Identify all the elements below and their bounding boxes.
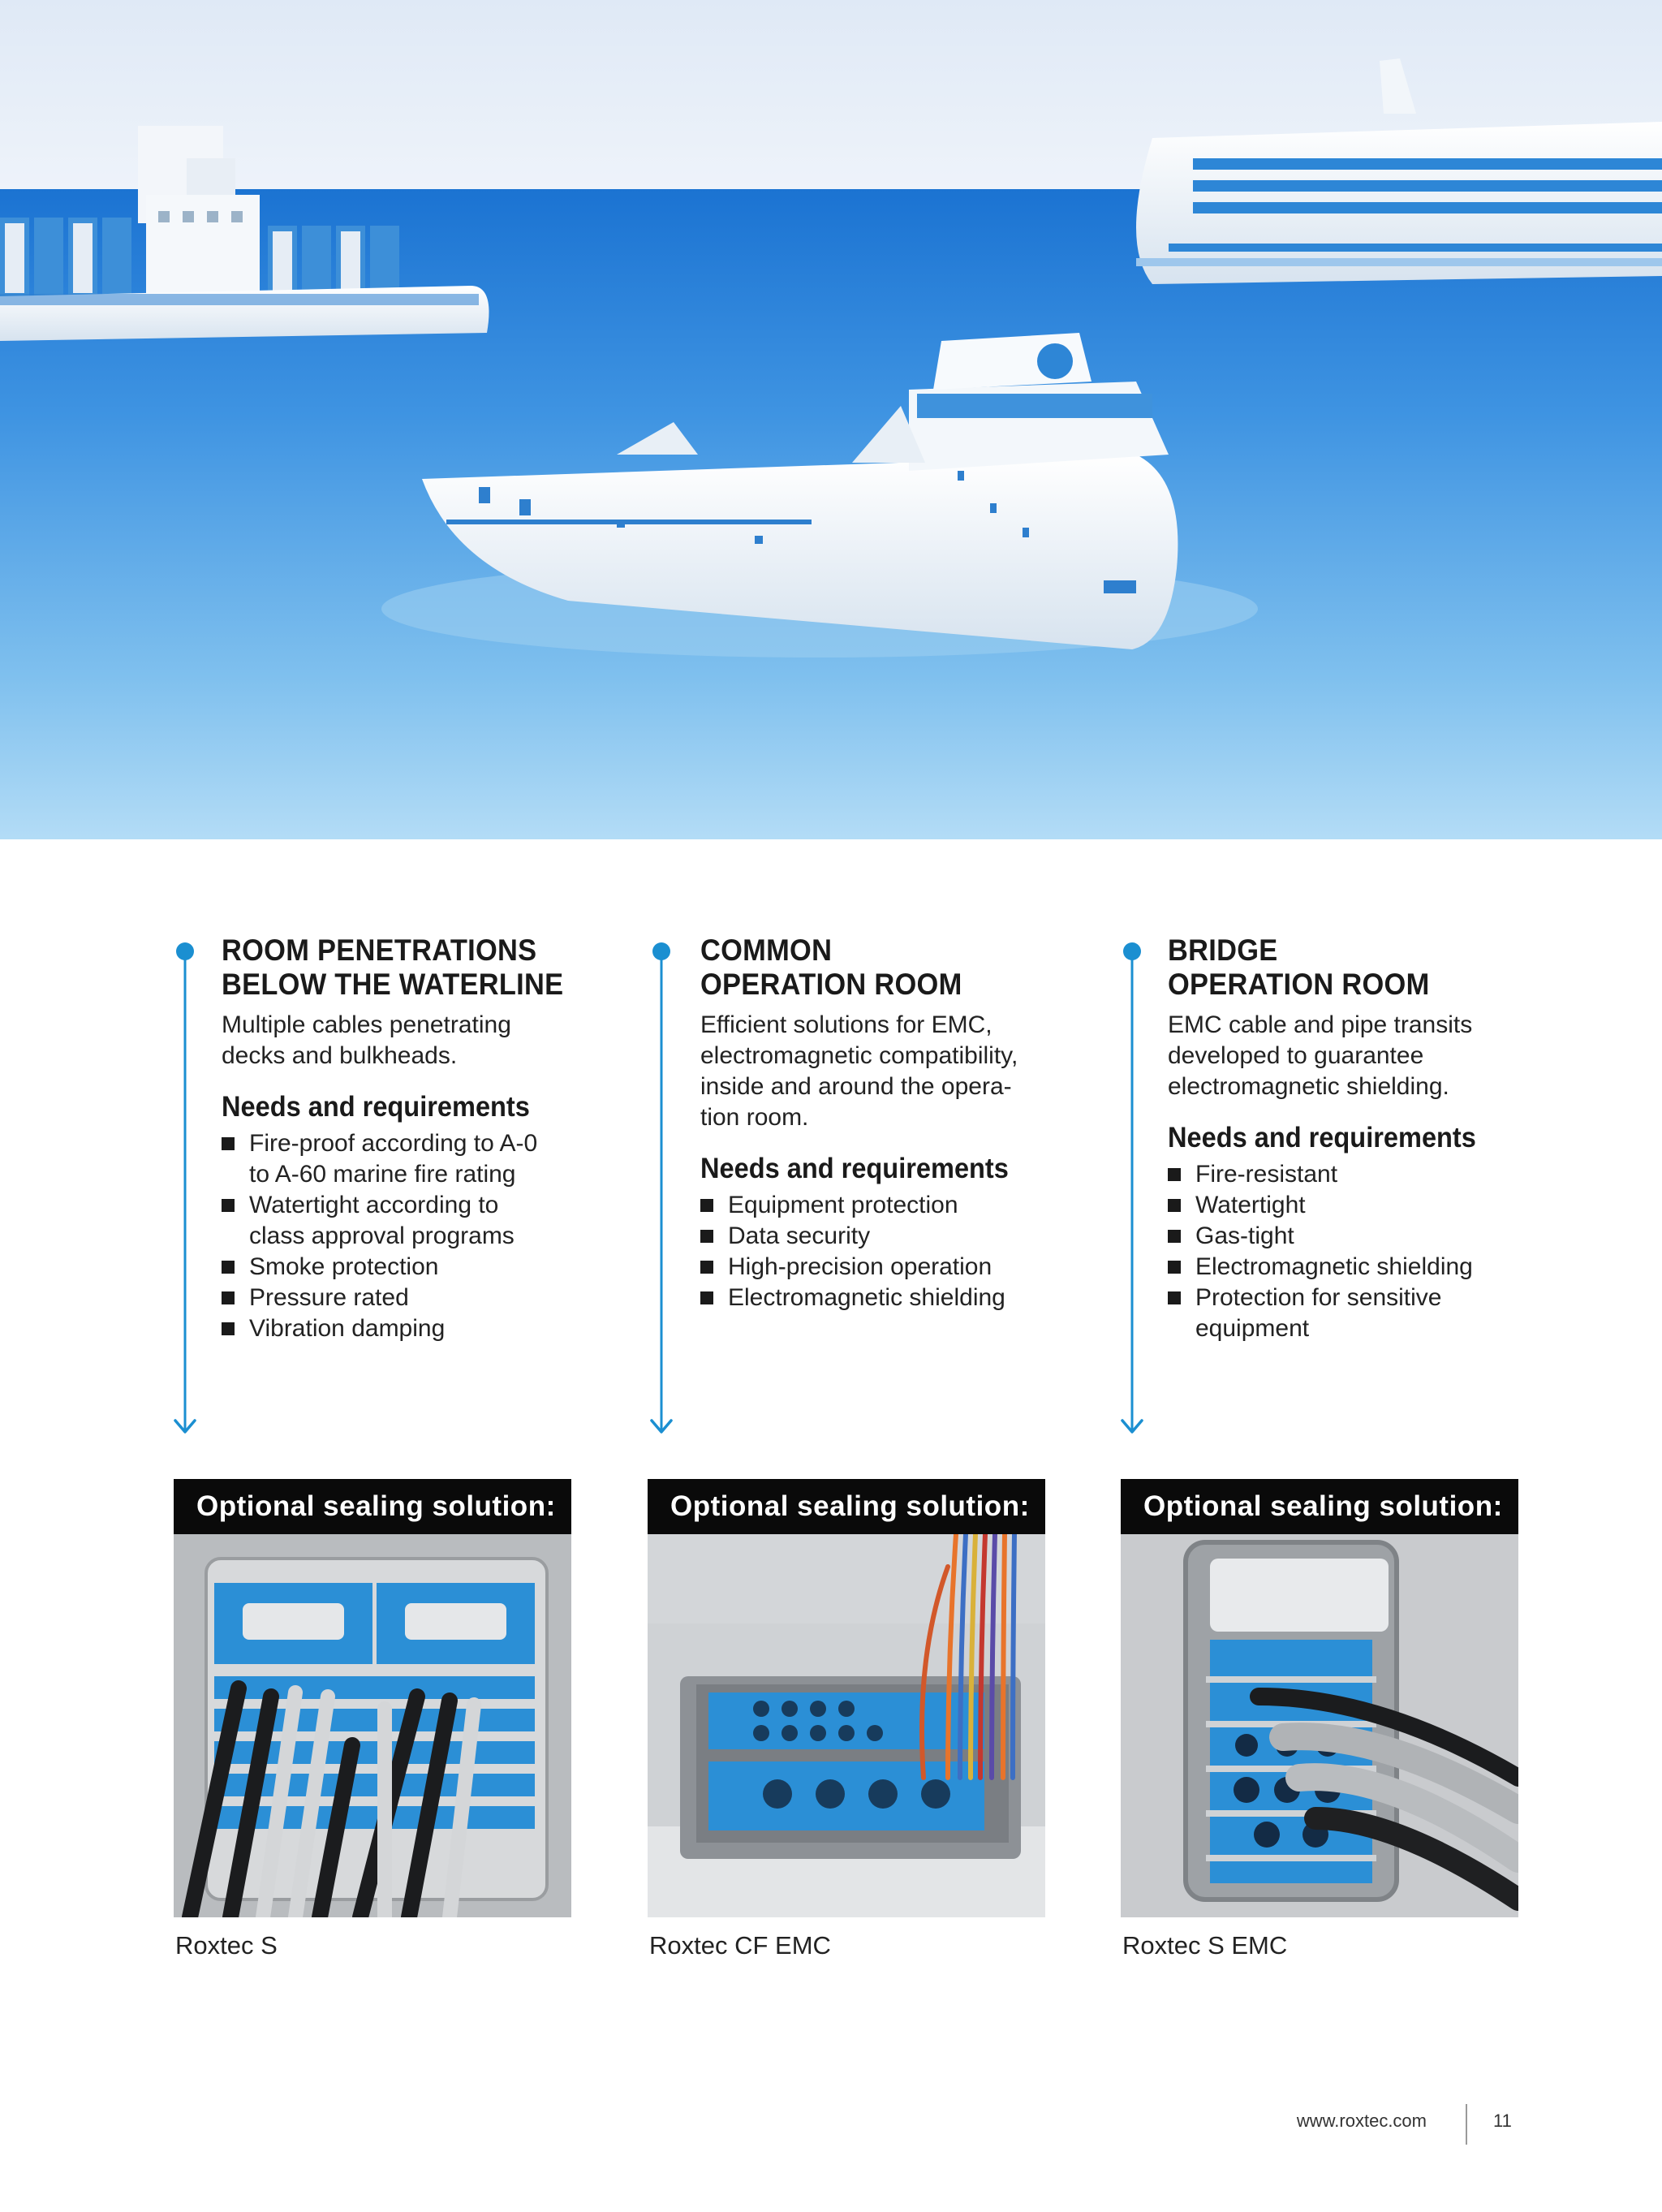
- card-caption: Roxtec S: [175, 1931, 278, 1960]
- list-item: Electromagnetic shielding: [700, 1283, 1139, 1313]
- card-header: Optional sealing solution:: [1121, 1479, 1518, 1534]
- needs-heading: Needs and requirements: [700, 1153, 1009, 1184]
- product-card-roxtec-s: [174, 1479, 571, 1961]
- list-item: Smoke protection: [222, 1252, 660, 1283]
- list-item: Watertight according to class approval programs: [222, 1190, 660, 1252]
- roxtec-s-emc-photo: [1121, 1534, 1518, 1917]
- section-room-penetrations: [222, 934, 660, 1344]
- list-item: Pressure rated: [222, 1283, 660, 1313]
- list-item: Equipment protection: [700, 1190, 1139, 1221]
- needs-heading: Needs and requirements: [222, 1091, 530, 1123]
- requirements-list: [222, 1128, 660, 1344]
- list-item: Watertight: [1168, 1190, 1606, 1221]
- timeline-arrow: [172, 938, 198, 1442]
- section-intro: Multiple cables penetrating decks and bulkheads.: [222, 1011, 511, 1069]
- section-bridge-operation-room: [1168, 934, 1606, 1344]
- card-header: Optional sealing solution:: [174, 1479, 571, 1534]
- hero-image: [0, 0, 1662, 839]
- section-common-operation-room: [700, 934, 1139, 1313]
- list-item: Fire-proof according to A-0 to A-60 marine fire rating: [222, 1128, 660, 1190]
- section-intro: EMC cable and pipe transits developed to guarantee electromagnetic shielding.: [1168, 1011, 1473, 1100]
- card-caption: Roxtec CF EMC: [649, 1931, 831, 1960]
- roxtec-s-photo: [174, 1534, 571, 1917]
- section-intro: Efficient solutions for EMC, electromagnetic compatibility, inside and around the opera- tion room.: [700, 1011, 1018, 1131]
- roxtec-cf-emc-photo: [648, 1534, 1045, 1917]
- list-item: Fire-resistant: [1168, 1159, 1606, 1190]
- section-title: ROOM PENETRATIONS BELOW THE WATERLINE: [222, 934, 564, 1001]
- requirements-list: [1168, 1159, 1606, 1344]
- card-header: Optional sealing solution:: [648, 1479, 1045, 1534]
- product-card-roxtec-cf-emc: [648, 1479, 1045, 1961]
- card-caption: Roxtec S EMC: [1122, 1931, 1288, 1960]
- list-item: Vibration damping: [222, 1313, 660, 1344]
- footer-divider: [1466, 2104, 1467, 2145]
- list-item: High-precision operation: [700, 1252, 1139, 1283]
- needs-heading: Needs and requirements: [1168, 1122, 1476, 1153]
- list-item: Data security: [700, 1221, 1139, 1252]
- section-title: BRIDGE OPERATION ROOM: [1168, 934, 1430, 1001]
- list-item: Protection for sensitive equipment: [1168, 1283, 1606, 1344]
- product-card-roxtec-s-emc: [1121, 1479, 1518, 1961]
- page-number: 11: [1493, 2111, 1512, 2131]
- list-item: Electromagnetic shielding: [1168, 1252, 1606, 1283]
- section-title: COMMON OPERATION ROOM: [700, 934, 962, 1001]
- requirements-list: [700, 1190, 1139, 1313]
- footer-url[interactable]: www.roxtec.com: [1296, 2111, 1427, 2131]
- list-item: Gas-tight: [1168, 1221, 1606, 1252]
